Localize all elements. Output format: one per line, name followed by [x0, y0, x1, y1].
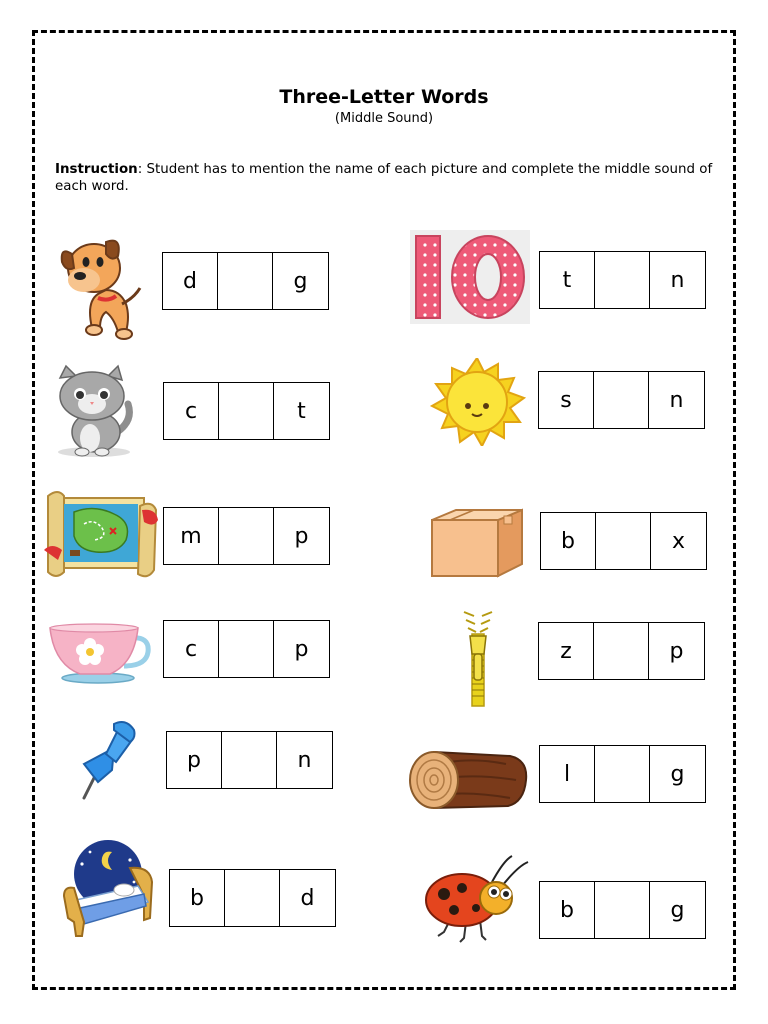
zip-icon — [458, 608, 498, 714]
log-icon — [406, 748, 530, 812]
word-box-box — [540, 512, 707, 570]
middle-sound-blank[interactable] — [219, 621, 274, 677]
page-title: Three-Letter Words — [279, 86, 489, 108]
word-box-cup — [163, 620, 330, 678]
word-box-cat — [163, 382, 330, 440]
first-letter: d — [163, 253, 218, 309]
word-box-log — [539, 745, 706, 803]
map-icon — [44, 488, 160, 584]
last-letter: d — [300, 885, 315, 911]
first-letter: b — [170, 870, 225, 926]
first-letter: b — [541, 513, 596, 569]
last-letter: t — [297, 398, 306, 424]
word-box-dog — [162, 252, 329, 310]
pin-icon — [78, 718, 138, 800]
first-letter: l — [540, 746, 595, 802]
middle-sound-blank[interactable] — [595, 252, 650, 308]
last-letter: p — [669, 638, 684, 664]
cat-icon — [52, 364, 136, 460]
word-box-sun — [538, 371, 705, 429]
last-letter: p — [294, 523, 309, 549]
first-letter: b — [540, 882, 595, 938]
box-icon — [428, 506, 526, 580]
first-letter: c — [164, 621, 219, 677]
middle-sound-blank[interactable] — [595, 882, 650, 938]
word-box-bug — [539, 881, 706, 939]
middle-sound-blank[interactable] — [225, 870, 280, 926]
instruction-label: Instruction — [55, 162, 138, 177]
bug-icon — [422, 852, 532, 944]
first-letter: m — [164, 508, 219, 564]
first-letter: p — [167, 732, 222, 788]
cup-icon — [46, 622, 154, 684]
last-letter: n — [669, 387, 684, 413]
page-subtitle: (Middle Sound) — [334, 111, 434, 126]
middle-sound-blank[interactable] — [594, 623, 649, 679]
last-letter: g — [293, 268, 308, 294]
first-letter: s — [539, 372, 594, 428]
instruction-body: : Student has to mention the name of each picture and complete the middle sound of each word. — [55, 162, 713, 194]
instruction-text — [55, 161, 745, 195]
ten-icon — [410, 230, 530, 324]
bed-icon — [60, 838, 156, 940]
word-box-bed — [169, 869, 336, 927]
last-letter: n — [670, 267, 685, 293]
first-letter: c — [164, 383, 219, 439]
middle-sound-blank[interactable] — [595, 746, 650, 802]
middle-sound-blank[interactable] — [596, 513, 651, 569]
sun-icon — [428, 358, 526, 446]
dog-icon — [56, 232, 146, 344]
last-letter: g — [670, 897, 685, 923]
word-box-pin — [166, 731, 333, 789]
middle-sound-blank[interactable] — [219, 383, 274, 439]
word-box-ten — [539, 251, 706, 309]
middle-sound-blank[interactable] — [218, 253, 273, 309]
last-letter: n — [297, 747, 312, 773]
last-letter: p — [294, 636, 309, 662]
middle-sound-blank[interactable] — [594, 372, 649, 428]
first-letter: z — [539, 623, 594, 679]
middle-sound-blank[interactable] — [219, 508, 274, 564]
middle-sound-blank[interactable] — [222, 732, 277, 788]
word-box-zip — [538, 622, 705, 680]
first-letter: t — [540, 252, 595, 308]
word-box-map — [163, 507, 330, 565]
last-letter: g — [670, 761, 685, 787]
last-letter: x — [671, 528, 686, 554]
